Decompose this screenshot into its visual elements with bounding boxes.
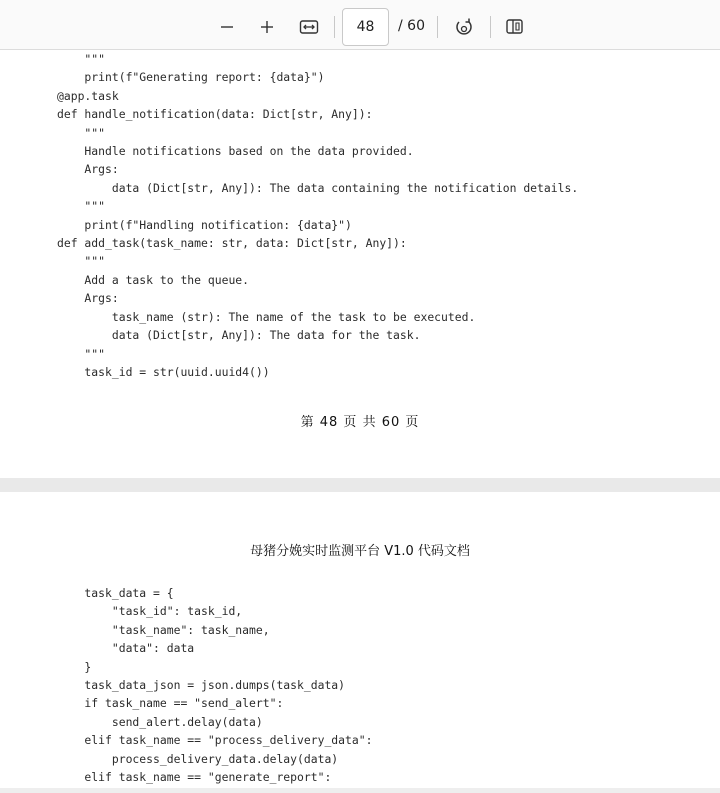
code-line: """ <box>57 254 106 269</box>
code-line: """ <box>57 199 106 214</box>
pdf-toolbar <box>0 0 720 50</box>
code-line: def add_task(task_name: str, data: Dict[str, Any]): <box>57 236 407 251</box>
page-header: 母猪分娩实时监测平台 V1.0 代码文档 <box>250 544 470 559</box>
code-line: process_delivery_data.delay(data) <box>57 751 339 766</box>
code-line: send_alert.delay(data) <box>57 714 263 729</box>
code-line: Args: <box>57 162 119 177</box>
page-footer: 第 48 页 共 60 页 <box>300 415 420 430</box>
fit-width-icon <box>299 19 319 35</box>
code-line: """ <box>57 125 106 140</box>
toolbar-divider <box>334 16 335 38</box>
code-line: if task_name == "send_alert": <box>57 696 284 711</box>
code-line: """ <box>57 346 106 361</box>
code-line: data (Dict[str, Any]): The data containing the notification details. <box>57 180 579 195</box>
toolbar-divider <box>490 16 491 38</box>
zoom-out-icon <box>219 19 235 35</box>
zoom-in-button[interactable] <box>252 12 282 42</box>
pdf-page-49 <box>0 492 720 793</box>
scroll-edge <box>0 788 720 793</box>
toolbar-divider <box>437 16 438 38</box>
code-line: Handle notifications based on the data provided. <box>57 144 414 159</box>
code-line: "task_id": task_id, <box>57 604 243 619</box>
fit-width-button[interactable] <box>294 12 324 42</box>
rotate-icon <box>454 17 474 37</box>
page-view-button[interactable] <box>500 12 530 42</box>
page-total: / 60 <box>398 18 425 34</box>
code-line: task_id = str(uuid.uuid4()) <box>57 364 270 379</box>
code-line: def handle_notification(data: Dict[str, Any]): <box>57 107 373 122</box>
zoom-in-icon <box>259 19 275 35</box>
page-view-icon <box>505 18 525 36</box>
zoom-out-button[interactable] <box>212 12 242 42</box>
code-line: task_name (str): The name of the task to be executed. <box>57 309 476 324</box>
code-line: task_data = { <box>57 586 174 600</box>
code-line: print(f"Handling notification: {data}") <box>57 217 352 232</box>
code-line: @app.task <box>57 88 119 103</box>
rotate-button[interactable] <box>449 12 479 42</box>
code-line: print(f"Generating report: {data}") <box>57 70 325 85</box>
code-block <box>57 584 372 786</box>
code-line: } <box>57 659 92 674</box>
code-line: elif task_name == "process_delivery_data": <box>57 733 373 748</box>
code-line: Add a task to the queue. <box>57 272 250 287</box>
code-line: """ <box>57 52 106 66</box>
page-number-input[interactable] <box>342 8 389 46</box>
code-line: Args: <box>57 291 119 306</box>
pdf-page-48 <box>0 50 720 478</box>
code-line: "task_name": task_name, <box>57 622 270 637</box>
code-line: elif task_name == "generate_report": <box>57 770 332 785</box>
code-line: task_data_json = json.dumps(task_data) <box>57 678 346 693</box>
code-block <box>57 50 578 381</box>
code-line: data (Dict[str, Any]): The data for the task. <box>57 328 421 343</box>
code-line: "data": data <box>57 641 195 656</box>
